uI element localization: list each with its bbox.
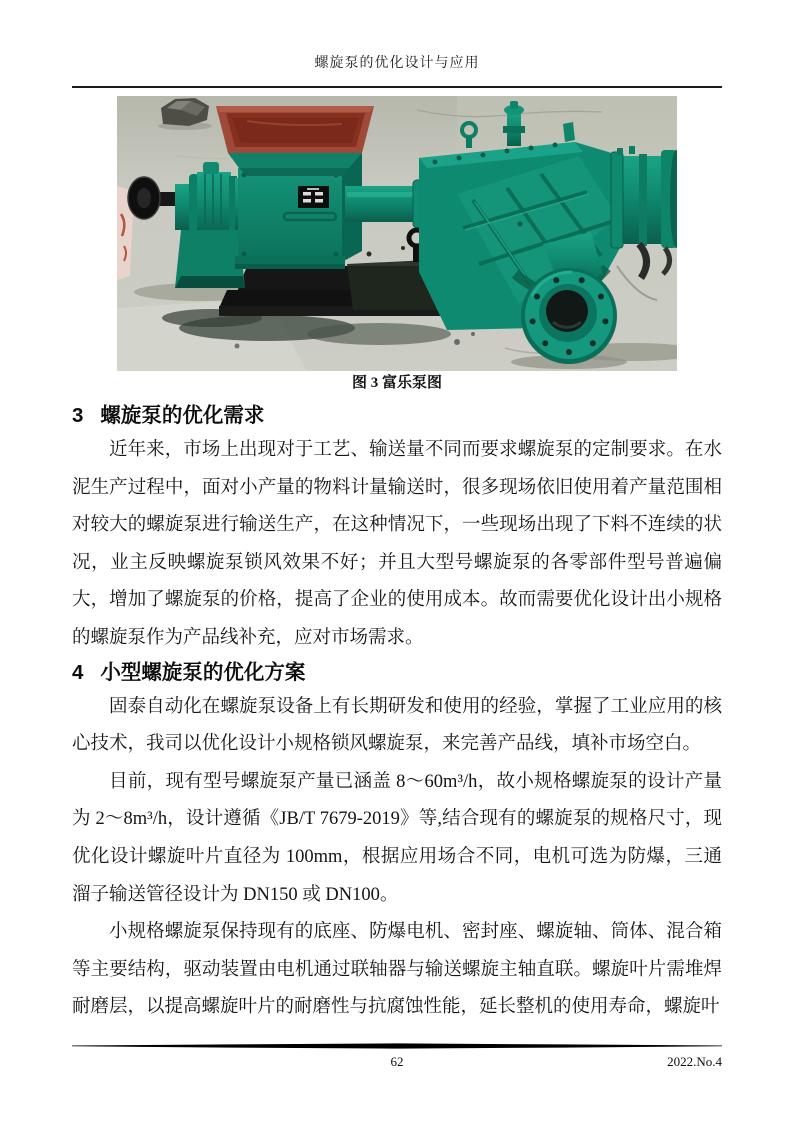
figure-caption: 图 3 富乐泵图 bbox=[351, 375, 442, 391]
issue-label: 2022.No.4 bbox=[667, 1054, 722, 1069]
body-paragraph: 近年来，市场上出现对于工艺、输送量不同而要求螺旋泵的定制要求。在水泥生产过程中，面对小产量的物料计量输送时，很多现场依旧使用着产量范围相对较大的螺旋泵进行输送生产，在这种情况下，一些现场出现了下料不连续的状况，业主反映螺旋泵锁风效果不好；并且大型号螺旋泵的各零部件型号普遍偏大，增加了螺旋泵的价格，提高了企业的使用成本。故而需要优化设计出小规格的螺旋泵作为产品线补充，应对市场需求。 bbox=[72, 440, 722, 648]
section-3-title: 螺旋泵的优化需求 bbox=[100, 404, 265, 427]
page-header bbox=[72, 54, 722, 88]
page-number: 62 bbox=[390, 1054, 404, 1069]
body-paragraph: 固泰自动化在螺旋泵设备上有长期研发和使用的经验，掌握了工业应用的核心技术，我司以优化设计小规格锁风螺旋泵，来完善产品线，填补市场空白。 bbox=[72, 696, 722, 755]
figure-3 bbox=[117, 96, 677, 393]
section-4-title: 小型螺旋泵的优化方案 bbox=[100, 660, 306, 684]
section-3-number: 3 bbox=[72, 404, 84, 427]
running-head-title: 螺旋泵的优化设计与应用 bbox=[314, 56, 480, 71]
footer-rule bbox=[72, 1042, 722, 1050]
page-footer bbox=[72, 1042, 722, 1071]
body-paragraph: 小规格螺旋泵保持现有的底座、防爆电机、密封座、螺旋轴、筒体、混合箱等主要结构，驱动装置由电机通过联轴器与输送螺旋主轴直联。螺旋叶片需堆焊耐磨层，以提高螺旋叶片的耐磨性与抗腐蚀性能，延长整机的使用寿命，螺旋叶 bbox=[72, 922, 722, 1018]
header-rule bbox=[72, 86, 722, 88]
section-4-number: 4 bbox=[72, 660, 84, 684]
body-paragraph: 目前，现有型号螺旋泵产量已涵盖 8～60m³/h，故小规格螺旋泵的设计产量为 2～8m³/h，设计遵循《JB/T 7679-2019》等,结合现有的螺旋泵的规格尺寸，现优化设计螺旋叶片直径为 100mm，根据应用场合不同，电机可选为防爆，三通溜子输送管径设计为 DN150 或 DN100。 bbox=[72, 771, 722, 905]
section-4-heading bbox=[72, 659, 722, 686]
footer-row bbox=[72, 1053, 722, 1071]
section-3-heading bbox=[72, 402, 722, 429]
fuller-pump-illustration bbox=[117, 96, 677, 371]
fuller-pump-photo bbox=[117, 96, 677, 371]
